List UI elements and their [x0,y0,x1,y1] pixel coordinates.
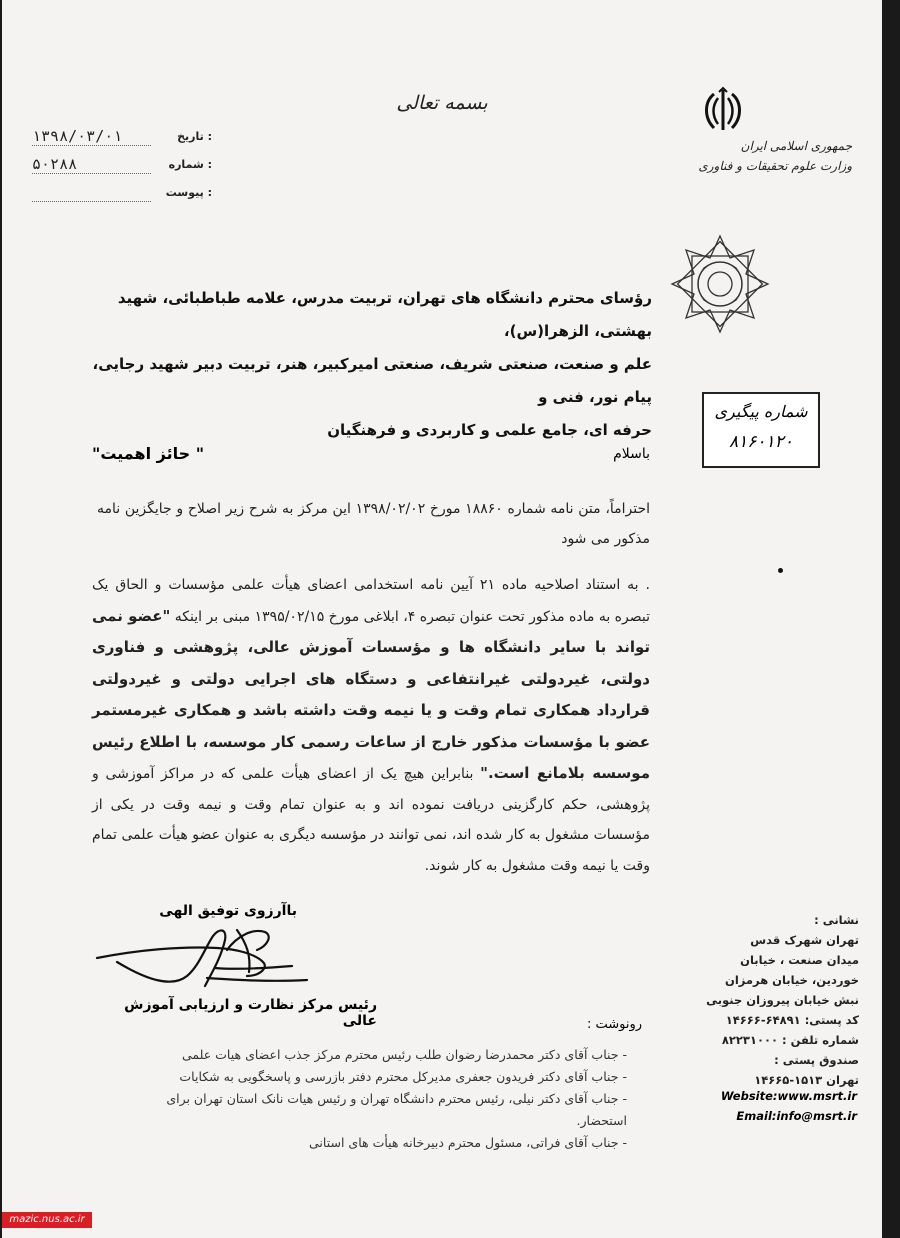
source-watermark: mazic.nus.ac.ir [2,1212,92,1228]
address-line: نبش خیابان پیروزان جنوبی [706,993,859,1007]
cc-item: - جناب آقای فراتی، مسئول محترم دبیرخانه هیأت های استانی [309,1135,627,1150]
cc-item: - جناب آقای دکتر فریدون جعفری مدیرکل محترم دفتر بازرسی و پاسخگویی به شکایات [179,1069,627,1084]
bismillah-heading: بسمه تعالی [396,92,488,114]
date-label: تاریخ : [177,129,212,143]
address-line: صندوق پستی : [774,1053,859,1067]
website-link[interactable]: Website:www.msrt.ir [720,1089,857,1103]
address-line: تهران شهرک قدس [750,933,859,947]
recipients-line: علم و صنعت، صنعتی شریف، صنعتی امیرکبیر، هنر، تربیت دبیر شهید رجایی، پیام نور، فنی و [92,355,652,406]
address-line: نشانی : [814,913,859,927]
ornament-icon [664,228,776,340]
attachment-value [32,183,151,202]
signer-title: رئیس مرکز نظارت و ارزیابی آموزش عالی [124,997,377,1029]
cc-item: - جناب آقای دکتر محمدرضا رضوان طلب رئیس محترم مرکز جذب اعضای هیات علمی [181,1047,627,1062]
header-ministry-block [662,136,852,176]
signature-icon [87,910,317,1005]
email-link[interactable]: Email:info@msrt.ir [736,1109,857,1123]
tracking-number: ۸۱۶۰۱۲۰ [729,432,793,452]
paragraph-conclusion: بنابراین هیچ یک از اعضای هیأت علمی که در مراکز آموزشی و پژوهشی، حکم کارگزینی دریافت نموده اند و به عنوان تمام وقت و نیمه وقت در یکی از مؤسسات مشغول به کار شده اند، نمی توانند در مؤسسه دیگری به عنوان عضو هیأت علمی تمام وقت یا نیمه وقت مشغول به کار شوند. [92,766,650,874]
paragraph-intro: . به استناد اصلاحیه ماده ۲۱ آیین نامه استخدامی اعضای هیأت علمی مؤسسات و الحاق یک تبصره به ماده مذکور تحت عنوان تبصره ۴، ابلاغی مورخ ۱۳۹۵/۰۲/۱۵ مبنی بر اینکه [92,577,650,625]
address-line: شماره تلفن : ۸۲۲۳۱۰۰۰ [721,1033,859,1047]
number-label: شماره : [168,157,212,171]
date-row [32,122,212,150]
address-line: خوردین، خیابان هرمزان [725,973,859,987]
closing-phrase: باآرزوی توفیق الهی [159,903,297,919]
attachment-row [32,178,212,206]
tracking-label: شماره پیگیری [714,402,808,421]
regulation-quote: "عضو نمی تواند با سایر دانشگاه ها و مؤسسات آموزش عالی، پژوهشی و فناوری دولتی، غیردولتی غیرانتفاعی و دستگاه های اجرایی دولتی و غیردولتی قرارداد همکاری تمام وقت و یا نیمه وقت داشته باشد و همکاری غیرمستمر عضو با مؤسسات مذکور خارج از ساعات رسمی کار موسسه، با اطلاع رئیس موسسه بلامانع است." [92,606,650,782]
ink-dot [778,568,783,573]
body-paragraph-2 [92,570,650,881]
cc-label: رونوشت : [586,1017,642,1032]
tracking-number-box [702,392,820,468]
number-value: ۵۰۲۸۸ [32,155,151,174]
number-row [32,150,212,178]
body-paragraph-1: احتراماً، متن نامه شماره ۱۸۸۶۰ مورخ ۱۳۹۸/۰۲/۰۲ این مرکز به شرح زیر اصلاح و جایگزین نامه مذکور می شود [97,501,651,547]
letter-meta [32,122,212,206]
country-name: جمهوری اسلامی ایران [740,139,852,153]
cc-list [122,1044,627,1154]
recipients-block [92,282,652,447]
iran-emblem-icon [700,86,746,136]
attachment-label: پیوست : [165,185,212,199]
letter-page [2,0,882,1238]
importance-note: " حائز اهمیت" [92,444,205,463]
date-value: ۱۳۹۸/۰۳/۰۱ [32,127,151,146]
address-line: تهران ۱۵۱۳-۱۴۶۶۵ [754,1073,859,1087]
ministry-name: وزارت علوم تحقیقات و فناوری [698,159,852,173]
address-line: کد پستی: ۶۴۸۹۱-۱۴۶۶۶ [725,1013,859,1027]
cc-item: - جناب آقای دکتر نیلی، رئیس محترم دانشگاه تهران و رئیس هیات نانک استان تهران برای استحضار. [166,1091,627,1128]
recipients-line: رؤسای محترم دانشگاه های تهران، تربیت مدرس، علامه طباطبائی، شهید بهشتی، الزهرا(س)، [117,289,652,340]
greeting: باسلام [613,446,650,462]
address-block [706,910,859,1090]
recipients-line: حرفه ای، جامع علمی و کاربردی و فرهنگیان [327,421,652,439]
address-line: میدان صنعت ، خیابان [740,953,859,967]
